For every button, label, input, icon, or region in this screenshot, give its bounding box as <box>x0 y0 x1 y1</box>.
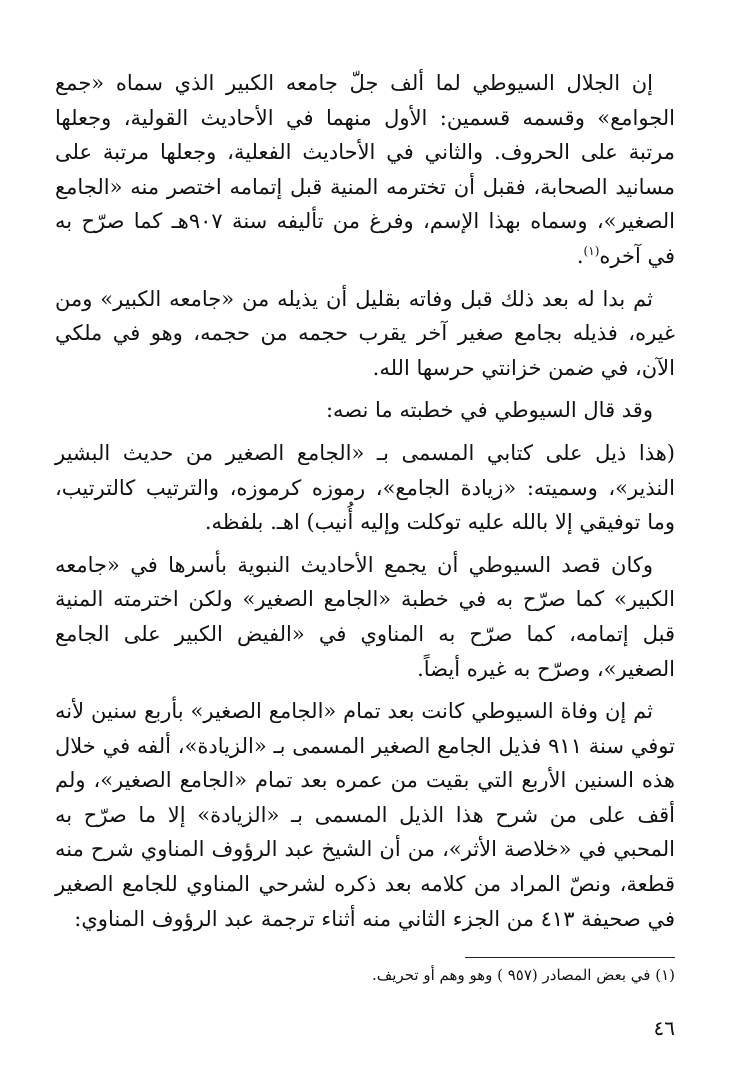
paragraph-1 <box>55 66 675 274</box>
body-text <box>55 66 675 944</box>
paragraph-3: وقد قال السيوطي في خطبته ما نصه: <box>325 398 653 423</box>
paragraph-5: وكان قصد السيوطي أن يجمع الأحاديث النبوية بأسرها في «جامعه الكبير» كما صرّح به في خطبة «الجامع الصغير» ولكن اخترمته المنية قبل إتمامه، كما صرّح به المناوي في «الفيض الكبير على الجامع الصغير»، وصرّح به غيره أيضاً. <box>55 552 675 681</box>
paragraph-2: ثم بدا له بعد ذلك قبل وفاته بقليل أن يذيله من «جامعه الكبير» ومن غيره، فذيله بجامع صغير آخر يقرب حجمه من حجمه، وهو في ملكي الآن، في ضمن خزانتي حرسها الله. <box>55 286 675 380</box>
paragraph-1-end: . <box>576 243 584 268</box>
footnote: (١) في بعض المصادر (٩٥٧ ) وهو وهم أو تحريف. <box>372 966 675 984</box>
paragraph-6: ثم إن وفاة السيوطي كانت بعد تمام «الجامع الصغير» بأربع سنين لأنه توفي سنة ٩١١ فذيل الجامع الصغير المسمى بـ «الزيادة»، ألفه في خلال هذه السنين الأربع التي بقيت من عمره بعد تمام «الجامع الصغير»، ولم أقف على من شرح هذا الذيل المسمى بـ «الزيادة» إلا ما صرّح به المحبي في «خلاصة الأثر»، من أن الشيخ عبد الرؤوف المناوي شرح منه قطعة، ونصّ المراد من كلامه بعد ذكره لشرحي المناوي للجامع الصغير في صحيفة ٤١٣ من الجزء الثاني منه أثناء ترجمة عبد الرؤوف المناوي: <box>55 699 675 931</box>
footnote-marker: (١) <box>583 243 600 258</box>
paragraph-1-text: إن الجلال السيوطي لما ألف جلّ جامعه الكبير الذي سماه «جمع الجوامع» وقسمه قسمين: الأول منهما في الأحاديث القولية، وجعلها مرتبة على الحروف. والثاني في الأحاديث الفعلية، وجعلها مرتبة على مسانيد الصحابة، فقبل أن تخترمه المنية قبل إتمامه اختصر منه «الجامع الصغير»، وسماه بهذا الإسم، وفرغ من تأليفه سنة ٩٠٧هـ كما صرّح به في آخره <box>55 71 675 268</box>
quoted-preface: (هذا ذيل على كتابي المسمى بـ «الجامع الصغير من حديث البشير النذير»، وسميته: «زيادة الجامع»، رموزه كرموزه، والترتيب كالترتيب، وما توفيقي إلا بالله عليه توكلت وإليه أُنيب) اهـ. بلفظه. <box>55 440 675 535</box>
page-number: ٤٦ <box>653 1016 675 1040</box>
footnote-divider <box>465 957 675 958</box>
